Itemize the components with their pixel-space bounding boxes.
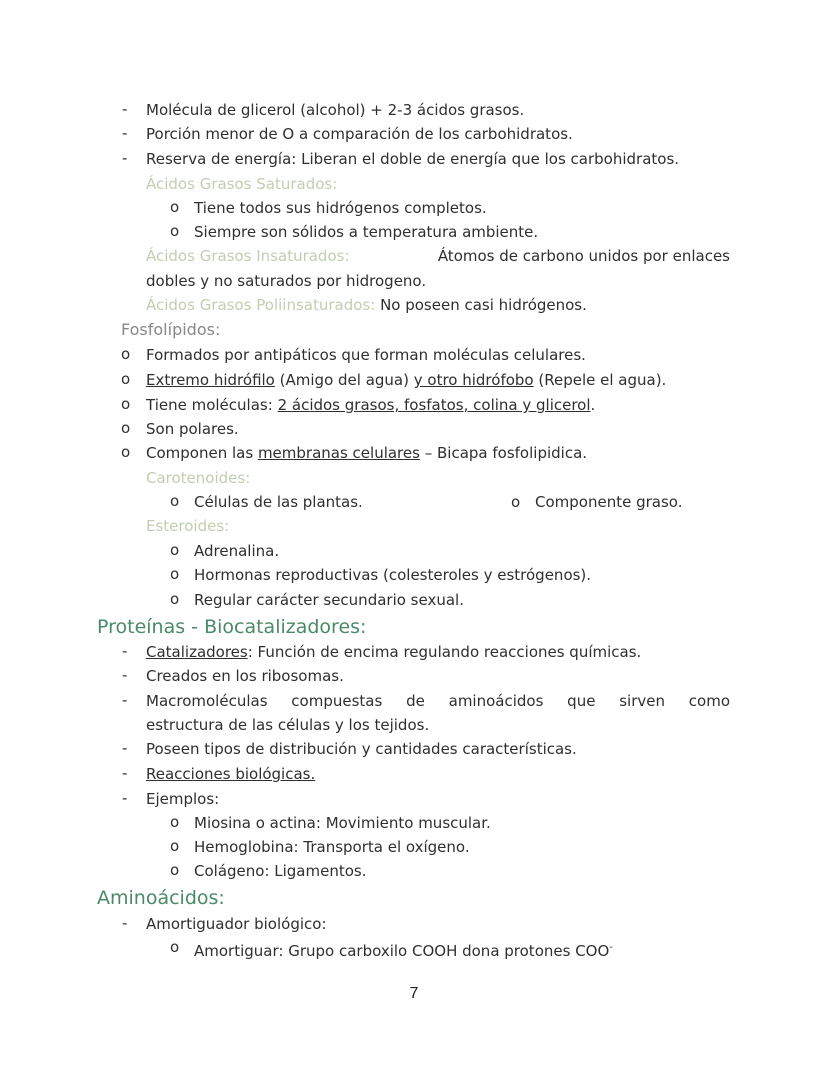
- list-item: Formados por antipáticos que forman moléculas celulares.: [146, 346, 586, 364]
- underlined-text: 2 ácidos grasos, fosfatos, colina y glicerol: [277, 396, 591, 414]
- circle-bullet: o: [170, 222, 180, 240]
- plain-text: (Repele el agua).: [538, 371, 667, 389]
- underlined-text: Catalizadores: [146, 643, 248, 661]
- list-item-cont: estructura de las células y los tejidos.: [146, 716, 430, 734]
- subheading-phospholipids: Fosfolípidos:: [121, 320, 221, 339]
- list-item: Porción menor de O a comparación de los carbohidratos.: [146, 125, 573, 143]
- circle-bullet: o: [170, 861, 180, 879]
- list-item: Siempre son sólidos a temperatura ambiente.: [194, 223, 539, 241]
- plain-text: : Función de encima regulando reacciones químicas.: [247, 643, 642, 661]
- list-item: [194, 938, 613, 961]
- list-item: [146, 395, 595, 415]
- underlined-text: y otro hidrófobo: [413, 371, 534, 389]
- list-item: [146, 443, 587, 463]
- list-item: Componente graso.: [535, 493, 683, 511]
- unsaturated-text: Átomos de carbono unidos por enlaces: [437, 247, 730, 265]
- list-item: Macromoléculas compuestas de aminoácidos que sirven como: [146, 692, 730, 710]
- list-item: Células de las plantas.: [194, 493, 363, 511]
- list-item: Reserva de energía: Liberan el doble de energía que los carbohidratos.: [146, 150, 680, 168]
- unsaturated-text-cont: dobles y no saturados por hidrogeno.: [146, 272, 427, 290]
- dash-bullet: -: [122, 642, 128, 660]
- list-item: Son polares.: [146, 420, 239, 438]
- dash-bullet: -: [122, 666, 128, 684]
- circle-bullet: o: [121, 370, 131, 388]
- plain-text: Tiene moléculas:: [146, 396, 273, 414]
- superscript: -: [609, 942, 613, 953]
- dash-bullet: -: [122, 691, 128, 709]
- subheading-steroids: Esteroides:: [146, 517, 230, 535]
- subheading-unsaturated: Ácidos Grasos Insaturados:: [146, 247, 350, 265]
- section-heading-amino-acids: Aminoácidos:: [97, 887, 225, 909]
- list-item: Molécula de glicerol (alcohol) + 2-3 ácidos grasos.: [146, 101, 525, 119]
- list-item: Poseen tipos de distribución y cantidades características.: [146, 740, 577, 758]
- underlined-text: Extremo hidrófilo: [146, 371, 275, 389]
- circle-bullet: o: [170, 837, 180, 855]
- underlined-text: membranas celulares: [257, 444, 420, 462]
- list-item: Tiene todos sus hidrógenos completos.: [194, 199, 487, 217]
- polyunsaturated-paragraph: [146, 295, 587, 315]
- circle-bullet: o: [121, 443, 131, 461]
- circle-bullet: o: [121, 419, 131, 437]
- plain-text: .: [590, 396, 596, 414]
- unsaturated-paragraph: [146, 246, 730, 266]
- page-number: 7: [409, 985, 419, 1002]
- dash-bullet: -: [122, 789, 128, 807]
- list-item: Hormonas reproductivas (colesteroles y estrógenos).: [194, 566, 592, 584]
- section-heading-proteins: Proteínas - Biocatalizadores:: [97, 616, 367, 638]
- dash-bullet: -: [122, 739, 128, 757]
- list-item: Miosina o actina: Movimiento muscular.: [194, 814, 491, 832]
- list-item: [146, 642, 641, 662]
- list-item: [146, 370, 666, 390]
- list-item: Hemoglobina: Transporta el oxígeno.: [194, 838, 470, 856]
- circle-bullet: o: [170, 938, 180, 956]
- list-item: Ejemplos:: [146, 790, 220, 808]
- plain-text: Amortiguar: Grupo carboxilo COOH dona protones COO: [194, 942, 610, 960]
- plain-text: (Amigo del agua): [279, 371, 409, 389]
- polyunsaturated-text: No poseen casi hidrógenos.: [380, 296, 587, 314]
- subheading-carotenoids: Carotenoides:: [146, 469, 251, 487]
- subheading-saturated: Ácidos Grasos Saturados:: [146, 175, 338, 193]
- list-item: Amortiguador biológico:: [146, 915, 327, 933]
- circle-bullet: o: [170, 198, 180, 216]
- list-item: Reacciones biológicas.: [146, 765, 316, 783]
- circle-bullet: o: [170, 541, 180, 559]
- circle-bullet: o: [121, 395, 131, 413]
- circle-bullet: o: [511, 493, 521, 511]
- subheading-polyunsaturated: Ácidos Grasos Poliinsaturados:: [146, 296, 376, 314]
- plain-text: – Bicapa fosfolipidica.: [424, 444, 588, 462]
- circle-bullet: o: [170, 565, 180, 583]
- dash-bullet: -: [122, 124, 128, 142]
- list-item: Colágeno: Ligamentos.: [194, 862, 367, 880]
- list-item: Creados en los ribosomas.: [146, 667, 344, 685]
- dash-bullet: -: [122, 914, 128, 932]
- dash-bullet: -: [122, 149, 128, 167]
- circle-bullet: o: [170, 813, 180, 831]
- circle-bullet: o: [170, 492, 180, 510]
- dash-bullet: -: [122, 100, 128, 118]
- list-item: Regular carácter secundario sexual.: [194, 591, 464, 609]
- circle-bullet: o: [121, 345, 131, 363]
- circle-bullet: o: [170, 590, 180, 608]
- list-item: Adrenalina.: [194, 542, 280, 560]
- plain-text: Componen las: [146, 444, 254, 462]
- dash-bullet: -: [122, 764, 128, 782]
